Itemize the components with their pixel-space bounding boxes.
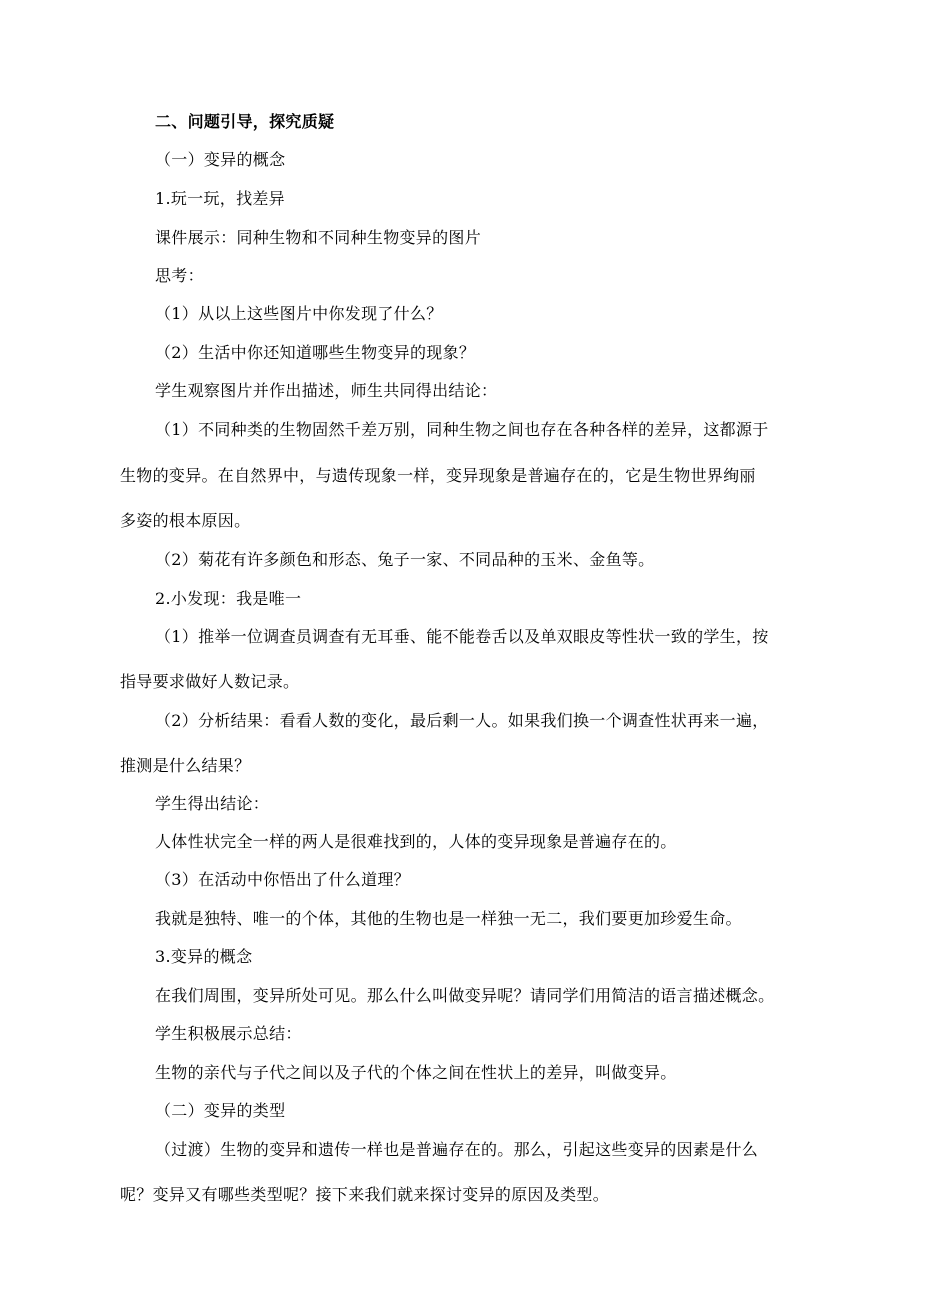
paragraph-line: （2）生活中你还知道哪些生物变异的现象？ <box>155 343 476 362</box>
paragraph-line: 2.小发现：我是唯一 <box>155 589 302 608</box>
paragraph-line: （2）分析结果：看看人数的变化，最后剩一人。如果我们换一个调查性状再来一遍， <box>155 711 769 730</box>
paragraph-line: 呢？变异又有哪些类型呢？接下来我们就来探讨变异的原因及类型。 <box>120 1185 610 1204</box>
paragraph-line: （1）推举一位调查员调查有无耳垂、能不能卷舌以及单双眼皮等性状一致的学生，按 <box>155 627 769 646</box>
paragraph-line: 思考： <box>155 266 204 285</box>
paragraph-line: 课件展示：同种生物和不同种生物变异的图片 <box>155 228 482 247</box>
paragraph-line: 在我们周围，变异所处可见。那么什么叫做变异呢？请同学们用简洁的语言描述概念。 <box>155 986 775 1005</box>
paragraph-line: 1.玩一玩，找差异 <box>155 189 285 208</box>
paragraph-line: （1）从以上这些图片中你发现了什么？ <box>155 304 443 323</box>
paragraph-line: 3.变异的概念 <box>155 947 253 966</box>
paragraph-line: 学生得出结论： <box>155 794 270 813</box>
paragraph-line: 我就是独特、唯一的个体，其他的生物也是一样独一无二，我们要更加珍爱生命。 <box>155 909 742 928</box>
paragraph-line: 学生积极展示总结： <box>155 1024 302 1043</box>
subsection-heading: （二）变异的类型 <box>155 1101 286 1120</box>
paragraph-line: （2）菊花有许多颜色和形态、兔子一家、不同品种的玉米、金鱼等。 <box>155 550 655 569</box>
paragraph-line: （过渡）生物的变异和遗传一样也是普遍存在的。那么，引起这些变异的因素是什么 <box>155 1140 759 1159</box>
paragraph-line: 推测是什么结果？ <box>120 756 251 775</box>
paragraph-line: （3）在活动中你悟出了什么道理？ <box>155 870 410 889</box>
paragraph-line: 人体性状完全一样的两人是很难找到的，人体的变异现象是普遍存在的。 <box>155 832 677 851</box>
paragraph-line: 生物的变异。在自然界中，与遗传现象一样，变异现象是普遍存在的，它是生物世界绚丽 <box>120 466 756 485</box>
section-heading: 二、问题引导，探究质疑 <box>155 112 335 131</box>
paragraph-line: 指导要求做好人数记录。 <box>120 672 300 691</box>
paragraph-line: （1）不同种类的生物固然千差万别，同种生物之间也存在各种各样的差异，这都源于 <box>155 420 769 439</box>
paragraph-line: 生物的亲代与子代之间以及子代的个体之间在性状上的差异，叫做变异。 <box>155 1063 677 1082</box>
paragraph-line: 多姿的根本原因。 <box>120 511 251 530</box>
subsection-heading: （一）变异的概念 <box>155 150 286 169</box>
paragraph-line: 学生观察图片并作出描述，师生共同得出结论： <box>155 381 498 400</box>
